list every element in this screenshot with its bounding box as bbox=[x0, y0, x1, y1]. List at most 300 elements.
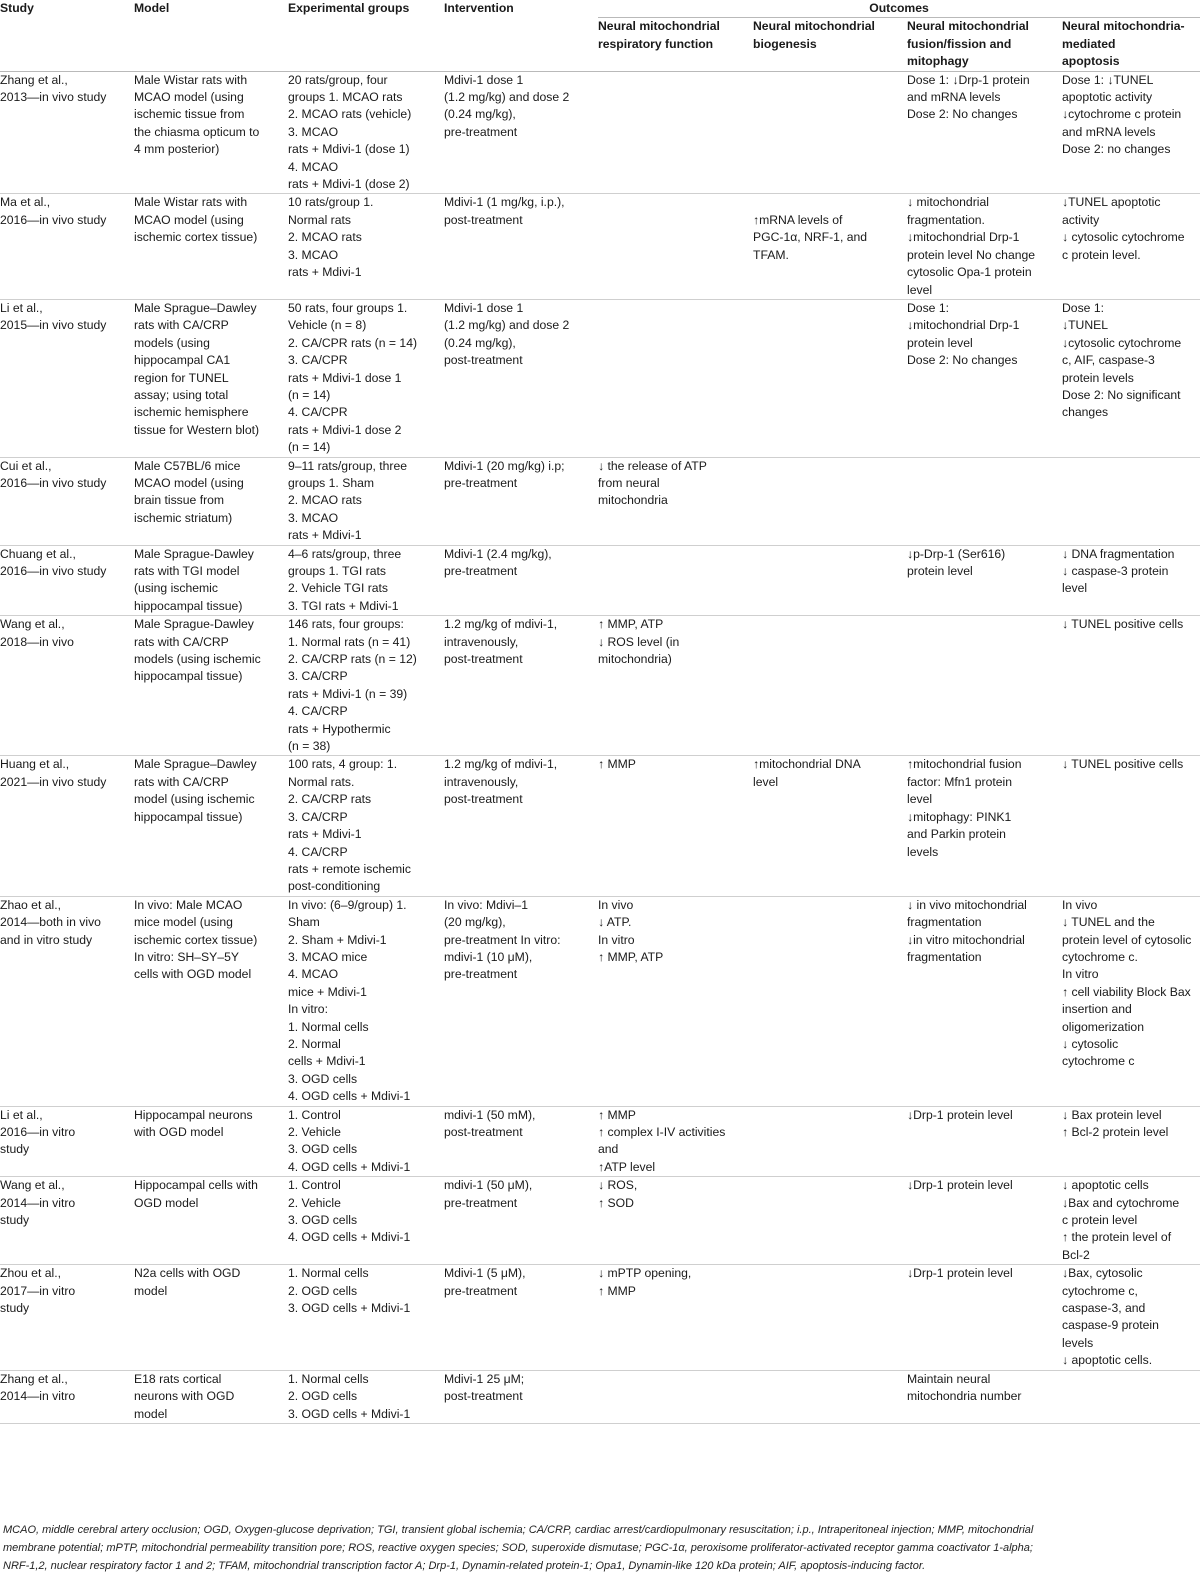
cell-line: ↓cytochrome c protein bbox=[1062, 107, 1182, 122]
cell-line: groups 1. Sham bbox=[288, 475, 375, 490]
cell-line: 2015—in vivo study bbox=[0, 318, 107, 333]
cell-line: ↓p-Drp-1 (Ser616) bbox=[907, 546, 1006, 561]
header-model: Model bbox=[134, 0, 288, 71]
cell-line: 2. Sham + Mdivi-1 bbox=[288, 932, 387, 947]
cell-study bbox=[0, 1177, 134, 1265]
cell-line: 2. OGD cells bbox=[288, 1283, 358, 1298]
cell-line: 4. CA/CPR bbox=[288, 405, 348, 420]
cell-line: groups 1. MCAO rats bbox=[288, 90, 403, 105]
cell-line: study bbox=[0, 1301, 30, 1316]
cell-line: rats + Mdivi-1 bbox=[288, 528, 362, 543]
cell-line: 4. MCAO bbox=[288, 967, 339, 982]
cell-line: post-treatment bbox=[444, 1125, 523, 1139]
subheader-line: fusion/fission and bbox=[907, 36, 1012, 51]
cell-line: Mdivi-1 25 μM; bbox=[444, 1371, 525, 1386]
cell-apoptosis bbox=[1062, 457, 1200, 545]
cell-line: protein level bbox=[907, 564, 973, 578]
cell-biogenesis bbox=[753, 299, 907, 457]
cell-line: 2014—both in vivo bbox=[0, 915, 101, 930]
cell-line: apoptotic activity bbox=[1062, 90, 1153, 105]
cell-line: rats + Mdivi-1 bbox=[288, 827, 362, 842]
cell-line: 4. OGD cells + Mdivi-1 bbox=[288, 1159, 411, 1174]
cell-line: Dose 1: ↓Drp-1 protein bbox=[907, 72, 1030, 87]
cell-line: levels bbox=[907, 844, 939, 859]
cell-line: post-treatment bbox=[444, 792, 523, 807]
cell-line: 4 mm posterior) bbox=[134, 142, 220, 157]
cell-line: 2016—in vivo study bbox=[0, 212, 107, 227]
cell-line: caspase-9 protein bbox=[1062, 1318, 1159, 1333]
cell-line: MCAO model (using bbox=[134, 475, 244, 490]
cell-line: intravenously, bbox=[444, 634, 519, 649]
subheader-line: mediated bbox=[1062, 36, 1116, 51]
cell-line: model bbox=[134, 1406, 168, 1421]
cell-line: 2. MCAO rats (vehicle) bbox=[288, 107, 412, 122]
cell-line: Male Sprague–Dawley bbox=[134, 757, 257, 772]
cell-apoptosis bbox=[1062, 299, 1200, 457]
cell-line: ↓in vitro mitochondrial bbox=[907, 932, 1025, 947]
cell-line: pre-treatment In vitro: bbox=[444, 932, 561, 947]
cell-intervention bbox=[444, 1106, 598, 1177]
table-body bbox=[0, 71, 1200, 1423]
cell-model bbox=[134, 194, 288, 299]
cell-line: (n = 38) bbox=[288, 739, 331, 754]
cell-line: the chiasma opticum to bbox=[134, 124, 260, 139]
cell-line: 1. Control bbox=[288, 1178, 341, 1193]
cell-line: 3. MCAO bbox=[288, 247, 339, 262]
cell-respiratory bbox=[598, 545, 753, 616]
cell-model bbox=[134, 756, 288, 896]
cell-line: Ma et al., bbox=[0, 195, 51, 210]
cell-line: Normal rats. bbox=[288, 774, 355, 789]
cell-line: In vivo bbox=[598, 897, 634, 912]
cell-respiratory bbox=[598, 756, 753, 896]
cell-fusion bbox=[907, 545, 1062, 616]
cell-line: ↓ TUNEL positive cells bbox=[1062, 617, 1184, 632]
cell-study bbox=[0, 1106, 134, 1177]
table-row bbox=[0, 299, 1200, 457]
cell-line: ↓mitochondrial Drp-1 bbox=[907, 230, 1020, 245]
cell-intervention bbox=[444, 194, 598, 299]
cell-line: neurons with OGD bbox=[134, 1389, 235, 1404]
subheader-line: apoptosis bbox=[1062, 54, 1120, 69]
subheader-line: respiratory function bbox=[598, 36, 714, 51]
cell-line: mitochondria bbox=[598, 493, 668, 508]
cell-line: 2017—in vitro bbox=[0, 1283, 76, 1298]
cell-line: ↓ ROS level (in bbox=[598, 634, 680, 649]
cell-line: and Parkin protein bbox=[907, 827, 1006, 842]
cell-line: ↑ MMP bbox=[598, 1283, 636, 1298]
cell-line: from neural bbox=[598, 475, 660, 490]
cell-line: 2014—in vitro bbox=[0, 1195, 76, 1210]
cell-line: model bbox=[134, 1283, 168, 1298]
cell-intervention bbox=[444, 1370, 598, 1423]
cell-line: ↑mitochondrial DNA bbox=[753, 757, 861, 772]
cell-line: brain tissue from bbox=[134, 493, 225, 508]
cell-biogenesis bbox=[753, 545, 907, 616]
cell-intervention bbox=[444, 756, 598, 896]
cell-respiratory bbox=[598, 71, 753, 194]
cell-apoptosis bbox=[1062, 1106, 1200, 1177]
cell-line: mitochondria) bbox=[598, 652, 672, 667]
cell-line: ↑ MMP bbox=[598, 1107, 636, 1122]
cell-line: rats + remote ischemic bbox=[288, 861, 411, 876]
cell-line: 2. Normal bbox=[288, 1036, 341, 1051]
cell-model bbox=[134, 299, 288, 457]
cell-line: 100 rats, 4 group: 1. bbox=[288, 757, 398, 772]
cell-line: Male Wistar rats with bbox=[134, 195, 248, 210]
cell-apoptosis bbox=[1062, 1370, 1200, 1423]
cell-fusion bbox=[907, 71, 1062, 194]
cell-study bbox=[0, 896, 134, 1106]
cell-biogenesis bbox=[753, 194, 907, 299]
table-row bbox=[0, 545, 1200, 616]
cell-line: In vivo: Male MCAO bbox=[134, 897, 243, 912]
cell-line: rats + Hypothermic bbox=[288, 721, 391, 736]
cell-line: level bbox=[907, 282, 933, 297]
cell-line: In vitro bbox=[598, 932, 635, 947]
subheader-fusion bbox=[907, 18, 1062, 71]
cell-line: mdivi-1 (10 μM), bbox=[444, 949, 533, 964]
cell-model bbox=[134, 896, 288, 1106]
cell-apoptosis bbox=[1062, 756, 1200, 896]
subheader-line: Neural mitochondrial bbox=[907, 19, 1029, 34]
cell-line: ↓ apoptotic cells. bbox=[1062, 1353, 1153, 1368]
cell-line: (1.2 mg/kg) and dose 2 bbox=[444, 318, 570, 333]
cell-line: hippocampal tissue) bbox=[134, 598, 243, 613]
cell-line: ↓ ATP. bbox=[598, 915, 632, 930]
cell-line: c protein level bbox=[1062, 1213, 1138, 1228]
cell-line: Zhou et al., bbox=[0, 1266, 61, 1281]
cell-line: (using ischemic bbox=[134, 581, 218, 596]
subheader-line: mitophagy bbox=[907, 54, 969, 69]
cell-line: Male Sprague-Dawley bbox=[134, 546, 254, 561]
cell-biogenesis bbox=[753, 1265, 907, 1370]
cell-line: cells + Mdivi-1 bbox=[288, 1054, 366, 1069]
cell-line: Dose 1: bbox=[1062, 300, 1105, 315]
cell-line: ↓Bax and cytochrome bbox=[1062, 1195, 1180, 1210]
table-row bbox=[0, 1370, 1200, 1423]
cell-line: mdivi-1 (50 μM), bbox=[444, 1178, 533, 1193]
cell-line: rats with CA/CRP bbox=[134, 318, 229, 333]
cell-line: 3. MCAO mice bbox=[288, 949, 368, 964]
cell-line: ischemic cortex tissue) bbox=[134, 932, 258, 947]
cell-line: 4. OGD cells + Mdivi-1 bbox=[288, 1230, 411, 1245]
cell-intervention bbox=[444, 1177, 598, 1265]
cell-line: models (using ischemic bbox=[134, 652, 261, 667]
cell-line: ↓ TUNEL positive cells bbox=[1062, 757, 1184, 772]
cell-biogenesis bbox=[753, 756, 907, 896]
cell-line: OGD model bbox=[134, 1195, 199, 1210]
cell-groups bbox=[288, 194, 444, 299]
cell-model bbox=[134, 1265, 288, 1370]
cell-groups bbox=[288, 1177, 444, 1265]
cell-line: PGC-1α, NRF-1, and bbox=[753, 230, 868, 245]
cell-intervention bbox=[444, 616, 598, 756]
cell-line: 3. OGD cells + Mdivi-1 bbox=[288, 1406, 411, 1421]
cell-line: hippocampal CA1 bbox=[134, 353, 231, 368]
cell-line: 1. Normal cells bbox=[288, 1266, 369, 1281]
cell-line: ↓TUNEL apoptotic bbox=[1062, 195, 1161, 210]
cell-line: 50 rats, four groups 1. bbox=[288, 300, 408, 315]
cell-line: Wang et al., bbox=[0, 617, 65, 632]
cell-line: 3. CA/CRP bbox=[288, 669, 348, 684]
subheader-line: Neural mitochondrial bbox=[598, 19, 720, 34]
cell-line: Li et al., bbox=[0, 1107, 43, 1122]
cell-biogenesis bbox=[753, 1106, 907, 1177]
cell-line: In vitro: SH–SY–5Y bbox=[134, 949, 239, 964]
cell-line: 2. Vehicle bbox=[288, 1195, 341, 1210]
cell-line: Hippocampal neurons bbox=[134, 1107, 253, 1122]
cell-line: In vivo bbox=[1062, 897, 1098, 912]
cell-line: 9–11 rats/group, three bbox=[288, 458, 408, 473]
cell-line: fragmentation. bbox=[907, 212, 985, 227]
cell-line: ↓ TUNEL and the bbox=[1062, 915, 1155, 930]
cell-line: ↑ SOD bbox=[598, 1195, 634, 1210]
cell-study bbox=[0, 71, 134, 194]
cell-respiratory bbox=[598, 299, 753, 457]
cell-line: TFAM. bbox=[753, 247, 789, 262]
cell-study bbox=[0, 457, 134, 545]
cell-line: ↓ cytosolic cytochrome bbox=[1062, 230, 1185, 245]
cell-groups bbox=[288, 457, 444, 545]
cell-line: Zhang et al., bbox=[0, 1371, 68, 1386]
cell-line: models (using bbox=[134, 335, 210, 350]
cell-line: ↑ATP level bbox=[598, 1159, 656, 1174]
cell-line: pre-treatment bbox=[444, 475, 518, 490]
cell-line: Male Sprague-Dawley bbox=[134, 617, 254, 632]
cell-line: pre-treatment bbox=[444, 967, 518, 982]
cell-line: levels bbox=[1062, 1335, 1094, 1350]
cell-line: Dose 1: bbox=[907, 300, 950, 315]
cell-line: Male Sprague–Dawley bbox=[134, 300, 257, 315]
cell-intervention bbox=[444, 457, 598, 545]
cell-line: (20 mg/kg), bbox=[444, 915, 506, 930]
cell-line: cytosolic Opa-1 protein bbox=[907, 265, 1032, 280]
cell-line: ↓Drp-1 protein level bbox=[907, 1107, 1013, 1122]
cell-groups bbox=[288, 1370, 444, 1423]
cell-line: Mdivi-1 (1 mg/kg, i.p.), bbox=[444, 195, 565, 210]
cell-line: assay; using total bbox=[134, 387, 229, 402]
cell-line: ischemic cortex tissue) bbox=[134, 230, 258, 245]
cell-line: Mdivi-1 (20 mg/kg) i.p; bbox=[444, 458, 565, 473]
cell-model bbox=[134, 457, 288, 545]
cell-fusion bbox=[907, 457, 1062, 545]
cell-line: 2016—in vivo study bbox=[0, 475, 107, 490]
cell-line: 1. Normal cells bbox=[288, 1371, 369, 1386]
cell-line: ↑ MMP, ATP bbox=[598, 949, 664, 964]
cell-groups bbox=[288, 299, 444, 457]
cell-line: level bbox=[1062, 581, 1088, 596]
cell-line: ↑ cell viability Block Bax bbox=[1062, 984, 1191, 999]
cell-line: 4. CA/CRP bbox=[288, 844, 348, 859]
cell-line: ↑mRNA levels of bbox=[753, 212, 843, 227]
cell-line: 2013—in vivo study bbox=[0, 90, 107, 105]
cell-line: 3. OGD cells bbox=[288, 1213, 358, 1228]
cell-line: 1.2 mg/kg of mdivi-1, bbox=[444, 757, 558, 772]
cell-line: ↑ MMP, ATP bbox=[598, 617, 664, 632]
header-experimental-groups: Experimental groups bbox=[288, 0, 444, 71]
cell-line: level bbox=[907, 792, 933, 807]
cell-line: c, AIF, caspase-3 bbox=[1062, 353, 1155, 368]
cell-model bbox=[134, 1370, 288, 1423]
cell-line: insertion and bbox=[1062, 1002, 1132, 1017]
cell-line: In vivo: (6–9/group) 1. bbox=[288, 897, 407, 912]
cell-line: Dose 2: no changes bbox=[1062, 142, 1171, 157]
cell-line: 1.2 mg/kg of mdivi-1, bbox=[444, 617, 558, 632]
cell-line: cytochrome c. bbox=[1062, 949, 1138, 964]
cell-study bbox=[0, 1370, 134, 1423]
cell-line: ↓ mitochondrial bbox=[907, 195, 989, 210]
cell-fusion bbox=[907, 756, 1062, 896]
cell-line: post-treatment bbox=[444, 652, 523, 667]
cell-fusion bbox=[907, 194, 1062, 299]
cell-study bbox=[0, 756, 134, 896]
cell-line: protein levels bbox=[1062, 370, 1134, 385]
cell-line: ↓ cytosolic bbox=[1062, 1036, 1119, 1051]
cell-line: 2. Vehicle TGI rats bbox=[288, 581, 389, 596]
cell-line: 2014—in vitro bbox=[0, 1389, 76, 1404]
cell-line: ↑mitochondrial fusion bbox=[907, 757, 1022, 772]
cell-line: and in vitro study bbox=[0, 932, 93, 947]
cell-line: 4. CA/CRP bbox=[288, 704, 348, 719]
cell-respiratory bbox=[598, 194, 753, 299]
table-row bbox=[0, 457, 1200, 545]
cell-line: Male C57BL/6 mice bbox=[134, 458, 241, 473]
cell-line: 4–6 rats/group, three bbox=[288, 546, 402, 561]
cell-line: oligomerization bbox=[1062, 1019, 1144, 1034]
table-row bbox=[0, 1106, 1200, 1177]
cell-study bbox=[0, 194, 134, 299]
cell-line: model (using ischemic bbox=[134, 792, 255, 807]
cell-line: ↓ the release of ATP bbox=[598, 458, 707, 473]
cell-model bbox=[134, 1177, 288, 1265]
cell-line: pre-treatment bbox=[444, 1283, 518, 1298]
cell-apoptosis bbox=[1062, 616, 1200, 756]
cell-line: Chuang et al., bbox=[0, 546, 76, 561]
table-row bbox=[0, 616, 1200, 756]
cell-line: ↓cytosolic cytochrome bbox=[1062, 335, 1182, 350]
cell-line: 2. MCAO rats bbox=[288, 493, 362, 508]
table-row bbox=[0, 896, 1200, 1106]
cell-line: 3. CA/CRP bbox=[288, 809, 348, 824]
cell-line: study bbox=[0, 1213, 30, 1228]
cell-line: ↑ the protein level of bbox=[1062, 1230, 1172, 1245]
cell-line: cytochrome c, bbox=[1062, 1283, 1138, 1298]
cell-line: mice + Mdivi-1 bbox=[288, 984, 367, 999]
cell-line: hippocampal tissue) bbox=[134, 669, 243, 684]
cell-model bbox=[134, 545, 288, 616]
subheader-line: biogenesis bbox=[753, 36, 817, 51]
cell-line: Cui et al., bbox=[0, 458, 52, 473]
cell-biogenesis bbox=[753, 1177, 907, 1265]
cell-groups bbox=[288, 545, 444, 616]
cell-line: mice model (using bbox=[134, 915, 233, 930]
cell-line: and mRNA levels bbox=[907, 90, 1001, 105]
cell-fusion bbox=[907, 896, 1062, 1106]
cell-study bbox=[0, 299, 134, 457]
cell-line: 2021—in vivo study bbox=[0, 774, 107, 789]
cell-line: ↑ MMP bbox=[598, 757, 636, 772]
cell-biogenesis bbox=[753, 1370, 907, 1423]
cell-line: Mdivi-1 (2.4 mg/kg), bbox=[444, 546, 552, 561]
table-row bbox=[0, 71, 1200, 194]
cell-line: ↑ Bcl-2 protein level bbox=[1062, 1125, 1169, 1139]
cell-apoptosis bbox=[1062, 71, 1200, 194]
cell-apoptosis bbox=[1062, 1265, 1200, 1370]
cell-line: ↓Bax, cytosolic bbox=[1062, 1266, 1143, 1281]
cell-line: factor: Mfn1 protein bbox=[907, 774, 1012, 789]
cell-line: Zhang et al., bbox=[0, 72, 68, 87]
table-row bbox=[0, 1177, 1200, 1265]
cell-line: 10 rats/group 1. bbox=[288, 195, 374, 210]
cell-groups bbox=[288, 1265, 444, 1370]
cell-respiratory bbox=[598, 616, 753, 756]
cell-line: Dose 2: No significant bbox=[1062, 387, 1181, 402]
cell-line: and mRNA levels bbox=[1062, 124, 1156, 139]
cell-line: Bcl-2 bbox=[1062, 1247, 1090, 1262]
cell-line: ↓ ROS, bbox=[598, 1178, 638, 1193]
cell-line: ↑ complex I-IV activities bbox=[598, 1125, 726, 1139]
header-row bbox=[0, 0, 1200, 18]
cell-line: protein level No change bbox=[907, 247, 1036, 262]
cell-line: 3. OGD cells + Mdivi-1 bbox=[288, 1301, 411, 1316]
cell-line: (0.24 mg/kg), bbox=[444, 107, 516, 122]
cell-line: cytochrome c bbox=[1062, 1054, 1135, 1069]
cell-line: 3. OGD cells bbox=[288, 1071, 358, 1086]
cell-line: tissue for Western blot) bbox=[134, 422, 260, 437]
cell-line: 146 rats, four groups: bbox=[288, 617, 404, 632]
cell-line: pre-treatment bbox=[444, 124, 518, 139]
cell-line: 2018—in vivo bbox=[0, 634, 74, 649]
cell-fusion bbox=[907, 299, 1062, 457]
cell-line: ↓mitochondrial Drp-1 bbox=[907, 318, 1020, 333]
cell-apoptosis bbox=[1062, 545, 1200, 616]
subheader-line: Neural mitochondrial bbox=[753, 19, 875, 34]
cell-biogenesis bbox=[753, 71, 907, 194]
cell-line: with OGD model bbox=[134, 1125, 224, 1139]
cell-intervention bbox=[444, 1265, 598, 1370]
cell-line: (n = 14) bbox=[288, 387, 331, 402]
subheader-apoptosis bbox=[1062, 18, 1200, 71]
cell-intervention bbox=[444, 896, 598, 1106]
cell-line: Wang et al., bbox=[0, 1178, 65, 1193]
cell-line: pre-treatment bbox=[444, 1195, 518, 1210]
cell-line: ↓ Bax protein level bbox=[1062, 1107, 1162, 1122]
cell-line: Maintain neural bbox=[907, 1371, 991, 1386]
cell-line: 2. CA/CRP rats bbox=[288, 792, 372, 807]
cell-line: post-treatment bbox=[444, 353, 523, 368]
cell-line: ↓Drp-1 protein level bbox=[907, 1178, 1013, 1193]
cell-biogenesis bbox=[753, 616, 907, 756]
cell-line: Li et al., bbox=[0, 300, 43, 315]
cell-line: ↓ mPTP opening, bbox=[598, 1266, 692, 1281]
cell-line: 2016—in vivo study bbox=[0, 564, 107, 578]
cell-line: fragmentation bbox=[907, 949, 982, 964]
cell-groups bbox=[288, 1106, 444, 1177]
cell-line: MCAO model (using bbox=[134, 90, 244, 105]
cell-line: mitochondria number bbox=[907, 1389, 1022, 1404]
cell-intervention bbox=[444, 71, 598, 194]
cell-line: post-conditioning bbox=[288, 879, 381, 894]
cell-fusion bbox=[907, 1106, 1062, 1177]
cell-respiratory bbox=[598, 896, 753, 1106]
cell-line: 1. Normal cells bbox=[288, 1019, 369, 1034]
table-footnote bbox=[3, 1521, 1198, 1575]
table-row bbox=[0, 1265, 1200, 1370]
cell-intervention bbox=[444, 545, 598, 616]
cell-line: region for TUNEL bbox=[134, 370, 229, 385]
cell-line: ischemic hemisphere bbox=[134, 405, 249, 420]
